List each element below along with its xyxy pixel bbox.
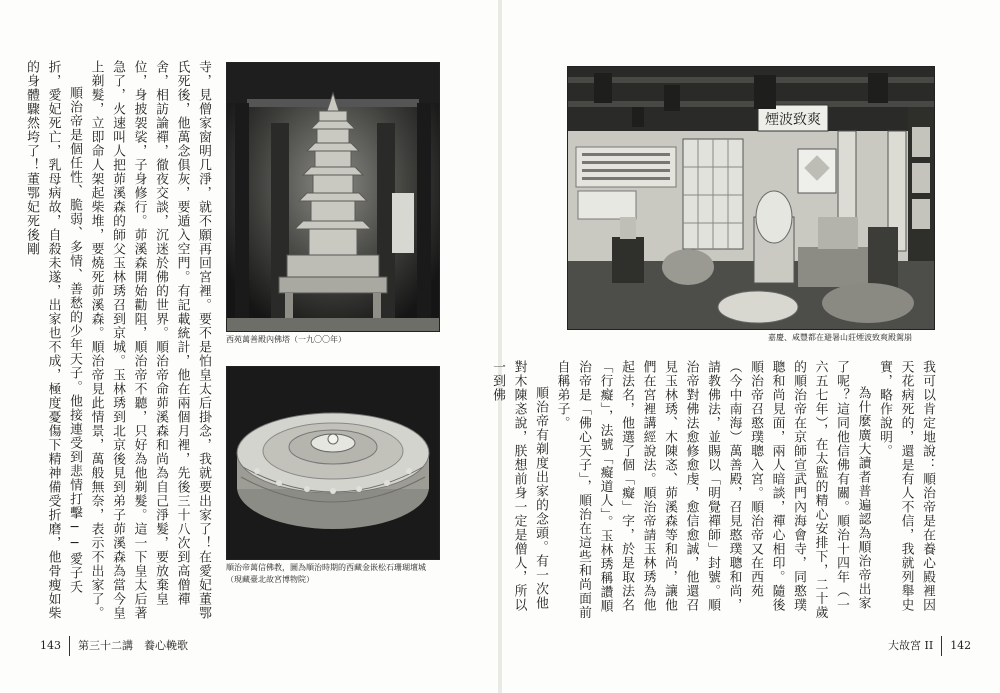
left-body-text bbox=[14, 60, 214, 620]
left-folio bbox=[40, 636, 188, 656]
hall-plaque-text: 煙波致爽 bbox=[765, 112, 821, 128]
palace-hall-photo-caption: 嘉慶、咸豐都在避暑山莊煙波致爽殿駕崩 bbox=[768, 333, 912, 342]
mandala-caption-line-1: 順治帝萬信佛教，圖為順治時期的西藏金嵌松石珊瑚壇城 bbox=[226, 563, 426, 572]
folio-divider bbox=[69, 636, 70, 656]
right-paragraph-2: 為什麼廣大讀者普遍認為順治帝出家了呢？這同他信佛有關。順治十四年（一六五七年），在太監的精心安排下，二十歲的順治帝在京師宣武門內海會寺，同憨璞聰和尚見面，兩人暗談，禪心相印。隨後順治帝召憨璞聰入宮。順治帝又在西苑（今中南海）萬善殿，召見憨璞聰和尚，請教佛法，並賜以「明覺禪師」封號。順治帝對佛法愈修愈虔，愈信愈誠，他還召見玉林琇、木陳忞、茆溪森等和尚，讓他們在宮裡講經說法。順治帝請玉林琇為他起法名，他選了個「癡」字，於是取法名「行癡」，法號「癡道人」。玉林琇稱讚順治帝是「佛心天子」，順治在這些和尚面前自稱弟子。 bbox=[554, 360, 871, 620]
right-folio bbox=[888, 636, 971, 656]
pagoda-photo-caption: 西苑萬善殿內佛塔（一九〇〇年） bbox=[226, 335, 346, 344]
pagoda-image bbox=[227, 63, 439, 331]
palace-hall-photo bbox=[567, 66, 935, 330]
mandala-caption-line-2: （現藏臺北故宮博物院） bbox=[226, 575, 314, 584]
right-running-head: 大故宮 II bbox=[888, 639, 934, 652]
mandala-photo-caption bbox=[226, 562, 426, 586]
palace-hall-image bbox=[568, 67, 934, 329]
right-page bbox=[490, 0, 1000, 693]
right-body-text bbox=[490, 360, 938, 622]
left-page-number: 143 bbox=[40, 639, 61, 652]
pagoda-photo bbox=[226, 62, 440, 332]
right-page-number: 142 bbox=[950, 639, 972, 652]
right-paragraph-1: 我可以肯定地說：順治帝是在養心殿裡因天花病死的，還是有人不信，我就列舉史實，略作說明。 bbox=[877, 360, 935, 612]
mandala-image bbox=[227, 367, 439, 559]
folio-divider bbox=[941, 636, 942, 656]
left-paragraph-1: 寺，見僧家窗明几淨，就不願再回宮裡。要不是怕皇太后掛念，我就要出家了！在愛妃董鄂氏死後，他萬念俱灰，要遁入空門。有記載統計，他在兩個月裡，先後三十八次到高僧禪舍，相訪論禪，徹夜交談，沉迷於佛的世界。順治帝命茆溪森和尚為自己淨髮，要放棄皇位，身披袈裟，子身修行。茆溪森開始勸阻，順治帝不聽，只好為他剃髮。這一下皇太后著急了，火速叫人把茆溪森的師父玉林琇召到京城。玉林琇到北京後見到弟子茆溪森為當今皇上剃髮，立即命人架起柴堆，要燒死茆溪森。順治帝見此情景，萬般無奈，表示不出家了。 bbox=[88, 60, 211, 620]
left-running-head: 第三十二講 養心輓歌 bbox=[78, 639, 188, 652]
left-page bbox=[0, 0, 498, 693]
right-paragraph-3: 順治帝有剃度出家的念頭。有一次他對木陳忞說，朕想前身一定是僧人，所以一到佛 bbox=[490, 360, 548, 612]
left-paragraph-2: 順治帝是個任性、脆弱、多情、善愁的少年天子。他接連受到悲情打擊──愛子夭折，愛妃死亡，乳母病故，自殺未遂，出家也不成，極度憂傷下精神備受折磨，他骨瘦如柴的身體驟然垮了！董鄂妃死後剛 bbox=[24, 60, 82, 620]
mandala-photo bbox=[226, 366, 440, 560]
